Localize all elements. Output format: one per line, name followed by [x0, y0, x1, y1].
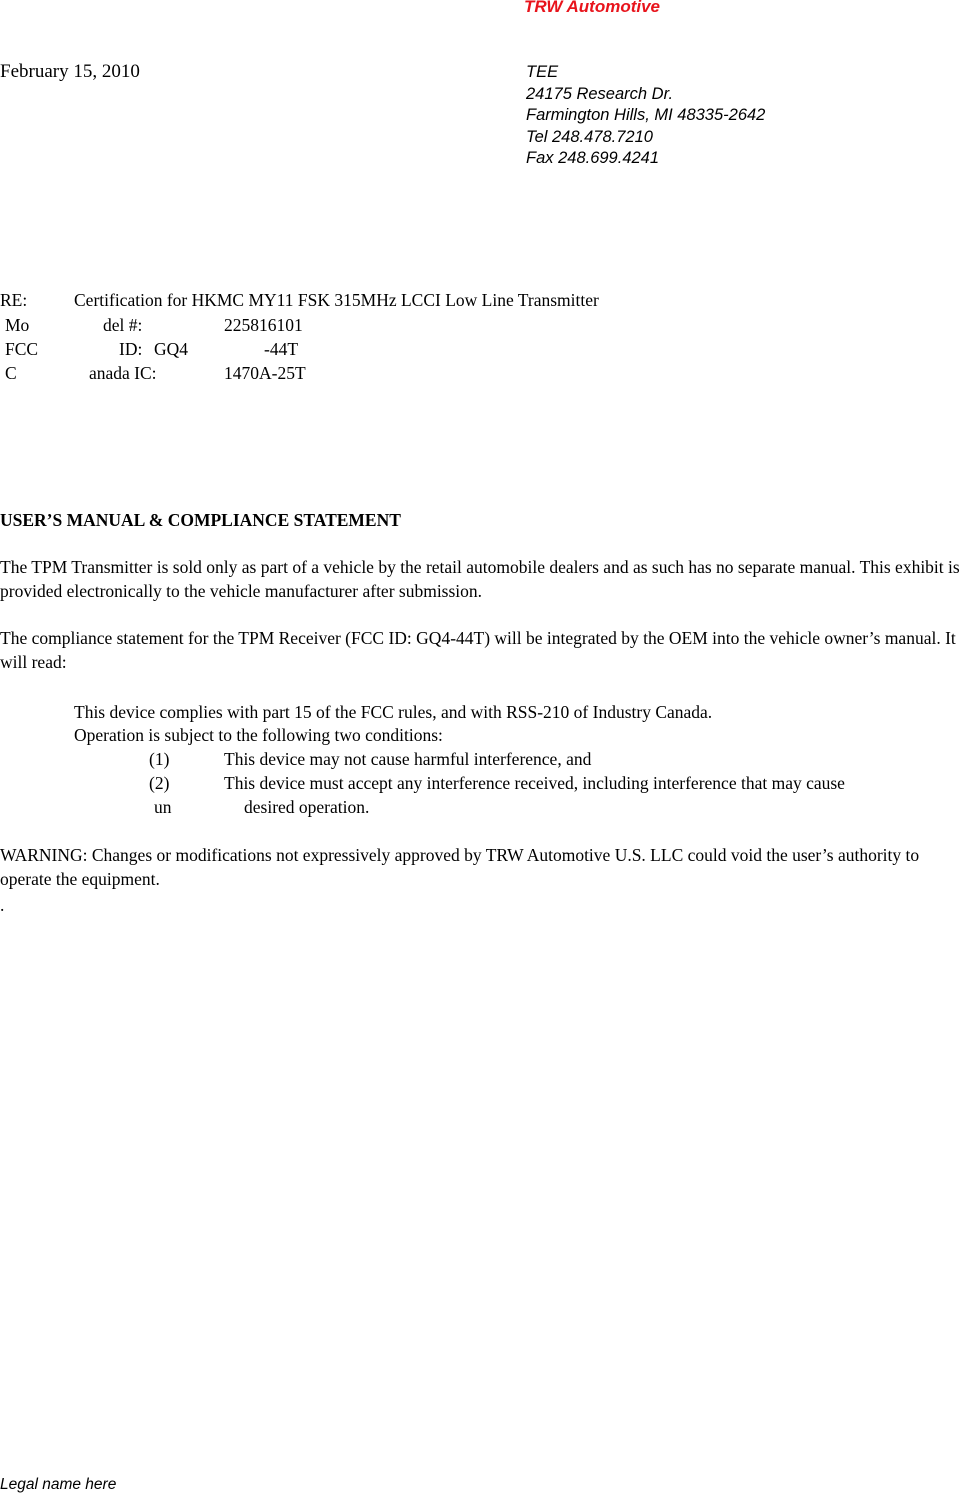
re-subject: Certification for HKMC MY11 FSK 315MHz LCCI Low Line Transmitter [74, 290, 599, 310]
address-line-name: TEE [526, 63, 559, 81]
ic-label-part1: C [5, 363, 17, 383]
model-number: 225816101 [224, 315, 303, 335]
address-line-fax: Fax 248.699.4241 [526, 149, 660, 167]
re-label: RE: [0, 290, 28, 310]
ic-number: 1470A-25T [224, 363, 306, 383]
condition-2-number: (2) [149, 773, 170, 793]
paragraph-compliance-intro: The compliance statement for the TPM Receiver (FCC ID: GQ4-44T) will be integrated by the OEM into the vehicle owner’s manual. It will read: [0, 628, 956, 672]
address-line-tel: Tel 248.478.7210 [526, 128, 653, 146]
condition-2-continuation-part1: un [154, 797, 172, 817]
fcc-label-part1: FCC [5, 339, 39, 359]
trailing-period: . [0, 895, 5, 915]
company-name: TRW Automotive [524, 0, 660, 16]
condition-1-number: (1) [149, 749, 170, 769]
condition-1-text: This device may not cause harmful interference, and [224, 749, 592, 769]
letter-date: February 15, 2010 [0, 61, 140, 82]
model-label-part1: Mo [5, 315, 30, 335]
fcc-id-part1: GQ4 [154, 339, 189, 359]
condition-2-continuation-part2: desired operation. [244, 797, 370, 817]
statement-line-1: This device complies with part 15 of the FCC rules, and with RSS-210 of Industry Canada. [74, 702, 713, 722]
fcc-id-part2: -44T [264, 339, 299, 359]
fcc-label-part2: ID: [119, 339, 143, 359]
model-label-part2: del #: [103, 315, 143, 335]
paragraph-manual-note: The TPM Transmitter is sold only as part of a vehicle by the retail automobile dealers and as such has no separate manual. This exhibit is provided electronically to the vehicle manufacturer after submission. [0, 557, 960, 601]
address-line-street: 24175 Research Dr. [526, 85, 674, 103]
section-heading: USER’S MANUAL & COMPLIANCE STATEMENT [0, 510, 401, 530]
ic-label-part2: anada IC: [89, 363, 157, 383]
warning-paragraph: WARNING: Changes or modifications not expressively approved by TRW Automotive U.S. LLC could void the user’s authority to operate the equipment. [0, 845, 920, 889]
condition-2-text: This device must accept any interference received, including interference that may cause [224, 773, 845, 793]
footer-legal-name: Legal name here [0, 1476, 117, 1493]
statement-line-2: Operation is subject to the following two conditions: [74, 725, 443, 745]
address-line-city: Farmington Hills, MI 48335-2642 [526, 106, 766, 124]
